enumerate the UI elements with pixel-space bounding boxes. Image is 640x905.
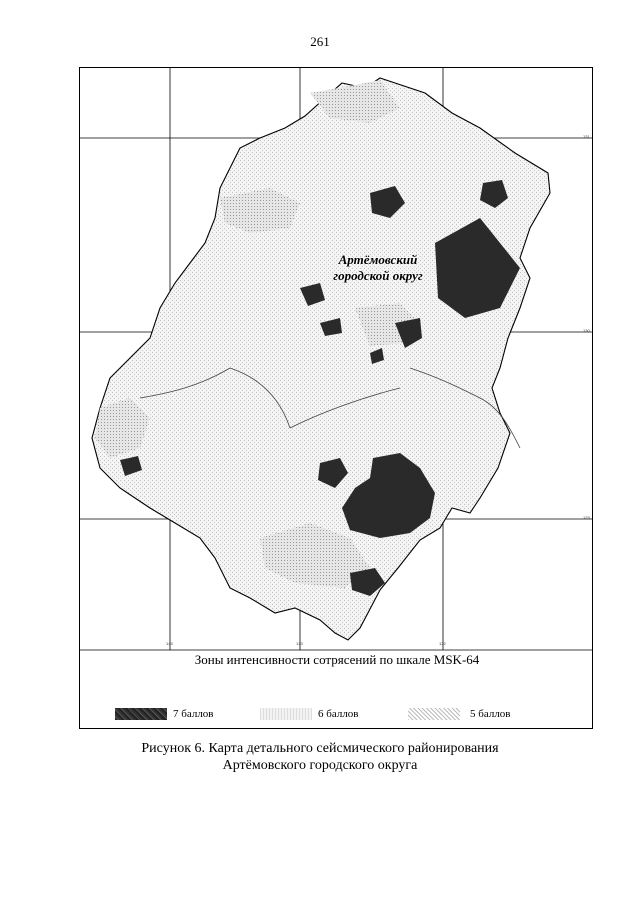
tick-label-right-1: 131 bbox=[583, 134, 590, 139]
figure-caption: Рисунок 6. Карта детального сейсмического районирования Артёмовского городского округа bbox=[141, 741, 499, 773]
tick-label-right-2: 130 bbox=[583, 328, 590, 333]
tick-label-bottom-3: 132 bbox=[439, 641, 446, 646]
legend-label-5: 5 баллов bbox=[470, 708, 511, 720]
legend-title: Зоны интенсивности сотрясений по шкале MSK-64 bbox=[194, 652, 480, 667]
legend-label-7: 7 баллов bbox=[173, 708, 214, 720]
map-canvas bbox=[80, 68, 592, 728]
legend-swatch-6 bbox=[260, 708, 312, 720]
tick-label-bottom-2: 133 bbox=[296, 641, 303, 646]
tick-label-bottom-1: 143 bbox=[166, 641, 173, 646]
legend-swatch-5 bbox=[408, 708, 460, 720]
page-number: 261 bbox=[310, 34, 330, 49]
seismic-map bbox=[79, 67, 593, 729]
map-legend bbox=[80, 708, 594, 722]
legend-swatch-7 bbox=[115, 708, 167, 720]
legend-label-6: 6 баллов bbox=[318, 708, 359, 720]
tick-label-right-3: 129 bbox=[583, 515, 590, 520]
region-label: Артёмовский городской округ bbox=[333, 252, 423, 283]
